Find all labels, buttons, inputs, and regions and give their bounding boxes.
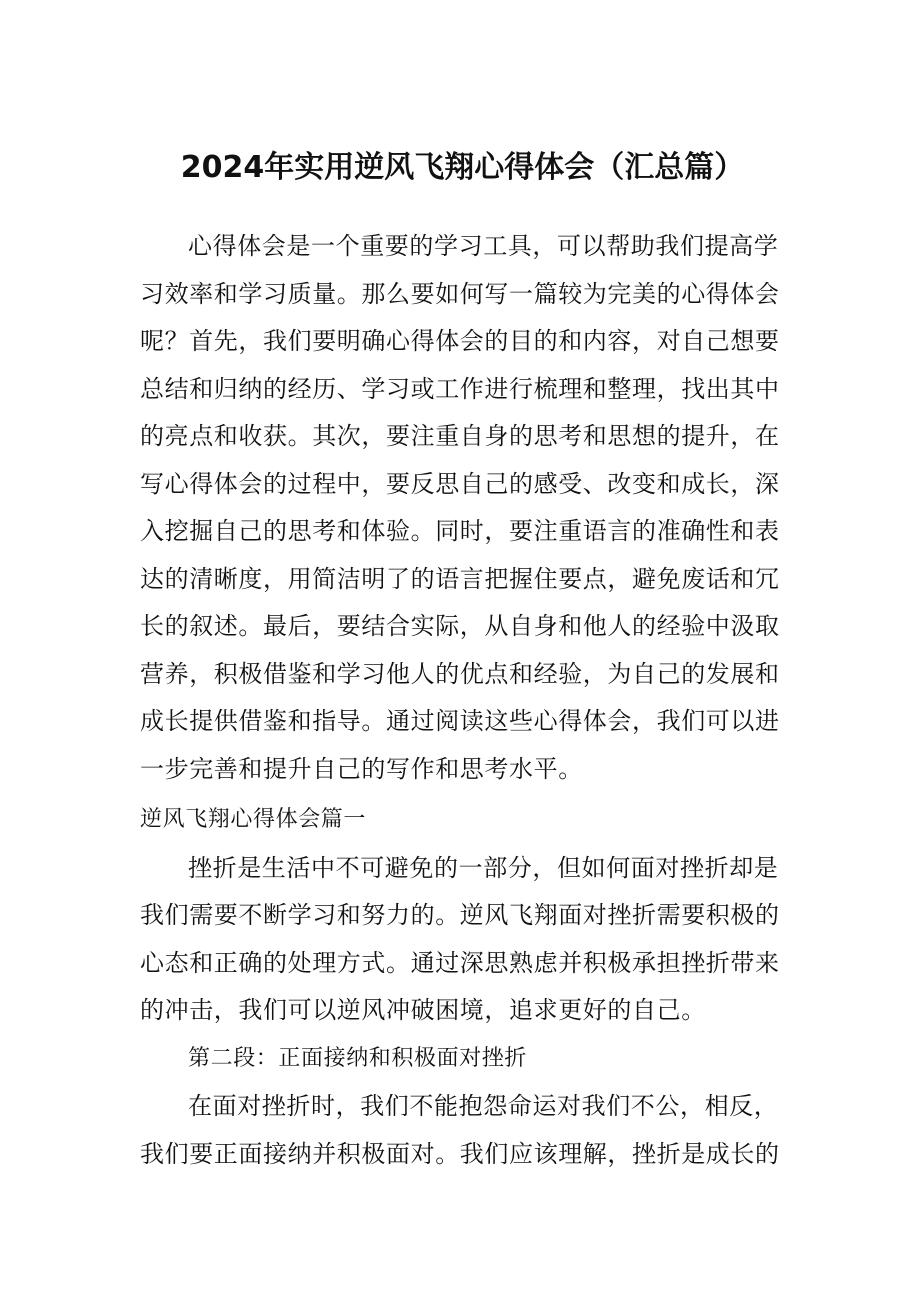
document-title: 2024年实用逆风飞翔心得体会（汇总篇） <box>180 150 745 185</box>
section-line-3: 心态和正确的处理方式。通过深思熟虑并积极承担挫折带来 <box>140 949 780 977</box>
intro-line-1: 心得体会是一个重要的学习工具，可以帮助我们提高学 <box>188 232 779 260</box>
intro-line-9: 长的叙述。最后，要结合实际，从自身和他人的经验中汲取 <box>140 612 780 640</box>
sub-line-1: 在面对挫折时，我们不能抱怨命运对我们不公，相反， <box>188 1092 779 1120</box>
intro-line-5: 的亮点和收获。其次，要注重自身的思考和思想的提升，在 <box>140 422 780 450</box>
intro-line-6: 写心得体会的过程中，要反思自己的感受、改变和成长，深 <box>140 470 780 498</box>
intro-line-10: 营养，积极借鉴和学习他人的优点和经验，为自己的发展和 <box>140 660 780 688</box>
subheading: 第二段：正面接纳和积极面对挫折 <box>188 1046 528 1071</box>
sub-line-2: 我们要正面接纳并积极面对。我们应该理解，挫折是成长的 <box>140 1140 780 1168</box>
intro-line-11: 成长提供借鉴和指导。通过阅读这些心得体会，我们可以进 <box>140 707 780 735</box>
section-line-1: 挫折是生活中不可避免的一部分，但如何面对挫折却是 <box>188 854 779 882</box>
section-line-2: 我们需要不断学习和努力的。逆风飞翔面对挫折需要积极的 <box>140 901 780 929</box>
intro-line-4: 总结和归纳的经历、学习或工作进行梳理和整理，找出其中 <box>140 375 780 403</box>
section-heading: 逆风飞翔心得体会篇一 <box>140 807 367 832</box>
intro-line-2: 习效率和学习质量。那么要如何写一篇较为完美的心得体会 <box>140 280 780 308</box>
intro-line-7: 入挖掘自己的思考和体验。同时，要注重语言的准确性和表 <box>140 517 780 545</box>
intro-line-12: 一步完善和提升自己的写作和思考水平。 <box>140 755 583 783</box>
section-line-4: 的冲击，我们可以逆风冲破困境，追求更好的自己。 <box>140 996 706 1024</box>
intro-line-8: 达的清晰度，用简洁明了的语言把握住要点，避免废话和冗 <box>140 565 780 593</box>
intro-line-3: 呢？首先，我们要明确心得体会的目的和内容，对自己想要 <box>140 327 780 355</box>
